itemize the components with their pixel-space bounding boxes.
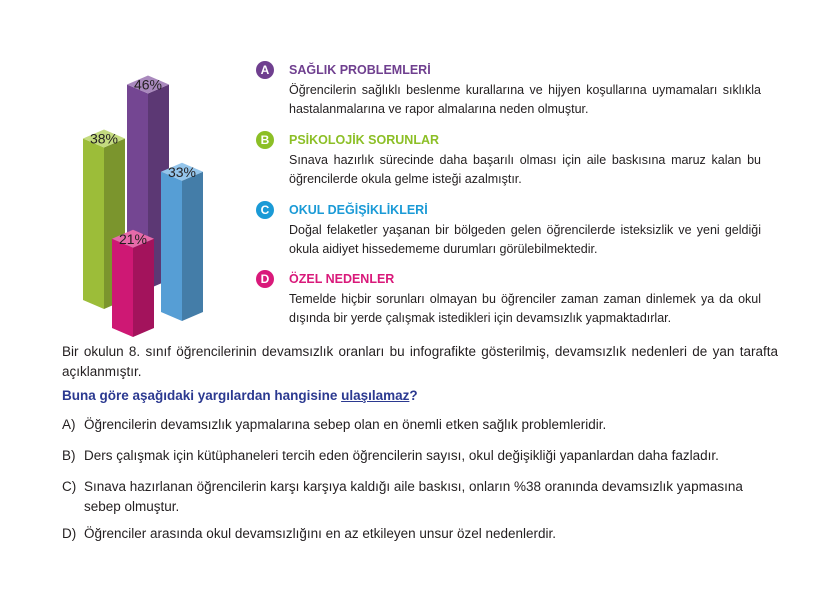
bar-21-label: 21% (118, 230, 148, 247)
bar-21-right-face (133, 239, 154, 337)
category-title-b: PSİKOLOJİK SORUNLAR (289, 133, 440, 147)
bar-46-label: 46% (133, 76, 163, 93)
category-title-a: SAĞLIK PROBLEMLERİ (289, 63, 431, 77)
option-text-d: Öğrenciler arasında okul devamsızlığını en az etkileyen unsur özel nedenlerdir. (84, 526, 557, 541)
intro-text: Bir okulun 8. sınıf öğrencilerinin devamsızlık oranları bu infografikte gösterilmiş, devamsızlık nedenleri de yan tarafta açıklanmıştır. (62, 344, 778, 379)
bar-33-left-face (161, 172, 182, 321)
option-letter-c: C) (62, 479, 77, 494)
badge-b: B (256, 131, 274, 149)
category-desc-a: Öğrencilerin sağlıklı beslenme kurallarına ve hijyen koşullarına uymamaları sıklıkla hastalanmalarına ve rapor almalarına neden olmuştur. (289, 83, 761, 116)
category-desc-d: Temelde hiçbir sorunları olmayan bu öğrenciler zaman zaman dinlemek ya da okul dışında bir yerde çalışmak istedikleri için devamsızlık yapmaktadırlar. (289, 292, 761, 325)
question-suffix: ? (409, 388, 418, 403)
category-desc-b: Sınava hazırlık sürecinde daha başarılı olması için aile baskısına maruz kalan bu öğrencilerde okula gelme isteği azalmıştır. (289, 153, 761, 186)
badge-d: D (256, 270, 274, 288)
option-text-a: Öğrencilerin devamsızlık yapmalarına sebep olan en önemli etken sağlık problemleridir. (84, 417, 607, 432)
bar-33-right-face (182, 172, 203, 321)
option-letter-b: B) (62, 448, 76, 463)
bar-38-left-face (83, 139, 104, 310)
attendance-bar-chart (60, 50, 230, 340)
category-desc-c: Doğal felaketler yaşanan bir bölgeden gelen öğrencilerde isteksizlik ve yeni geldiği okula aidiyet hissedememe durumları görülebilmektedir. (289, 223, 761, 256)
badge-c: C (256, 201, 274, 219)
option-letter-a: A) (62, 417, 76, 432)
bar-33-label: 33% (167, 163, 197, 180)
question-text (62, 386, 418, 406)
question-keyword: ulaşılamaz (341, 388, 410, 403)
badge-a: A (256, 61, 274, 79)
bar-21-left-face (112, 239, 133, 337)
bar-38-label: 38% (89, 130, 119, 147)
option-text-b: Ders çalışmak için kütüphaneleri tercih eden öğrencilerin sayısı, okul değişikliği yapanlardan daha fazladır. (84, 448, 719, 463)
question-prefix: Buna göre aşağıdaki yargılardan hangisine (62, 388, 342, 403)
option-text-c: Sınava hazırlanan öğrencilerin karşı karşıya kaldığı aile baskısı, onların %38 oranında devamsızlık yapmasına sebep olmuştur. (84, 479, 743, 514)
option-letter-d: D) (62, 526, 77, 541)
category-title-d: ÖZEL NEDENLER (289, 272, 395, 286)
category-title-c: OKUL DEĞİŞİKLİKLERİ (289, 203, 428, 217)
